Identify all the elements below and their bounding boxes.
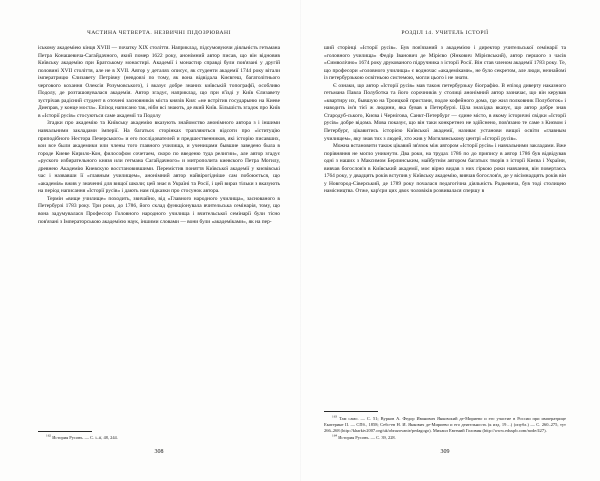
folio-right: 309 xyxy=(440,449,450,455)
body-text-right xyxy=(324,45,566,408)
footnote-text: История Русовъ. — С. і–ії, 48, 244. xyxy=(52,435,118,441)
footnote-text: История Русовъ. — С. 39, 228. xyxy=(338,435,396,441)
paragraph: іському академіею кінця XVIII — початку XIX століття. Наприклад, підсумовуючи діяльність гетьмана Петра Конашевича-Сагайдачного, який помер 1622 року, анонімний автор писав, що він відновив Київську академію при Братському монастирі. Академії і монастир справді були пов'язані у другій половині XVII століття, але не в XVII. Автор у деталях описує, як студенти академії 1744 року вітали імператрицю Єлизавету Петрівну (невдовзі по тому, як вона відвідала Києвгеш, багатолітнього чергового кохання Олексія Розумовського), і вказує добре знаних київській топографії, особливо Подолу, де розташовувалася академія. Автор згадує, наприклад, що при в'їзді у Київ Єлизавету зустрічав радісний студент в оточені засновників міста князів Кия: «не встрітив государыню на Киеве Диеправ, у конце моста». Епізод написано так, ніби всі знають, де який Київ. Більшість згадок про Київ в «Історії русів» стосуються саме академії та Подолу xyxy=(38,45,280,119)
page-right xyxy=(300,0,600,481)
footnote-marker: 164 xyxy=(332,433,338,438)
footnote-separator xyxy=(324,411,378,412)
footnote xyxy=(324,416,566,434)
footnote xyxy=(38,435,280,441)
running-head-right: РОЗДІЛ 14. УЧИТЕЛЬ ІСТОРІЇ xyxy=(401,30,489,36)
footnote xyxy=(324,435,566,441)
paragraph: ший сторінці «Історії русів». Був пов'язаний з академією і директор учительської семінарії та «головного училища» Федір Іванович де Мірієво (Янкович Мірієвський), автор першого з часів «Символічно» 1674 року друкованого підручника з історії Росії. Він став членом академії 1783 року. Те, що професори «головного училища» є водночас «академіками», не було секретом, але люди, незнайомі із петербурзькою освітньою системою, могли цього і не знати. xyxy=(324,45,566,82)
footnote-zone-left xyxy=(38,428,280,443)
folio-left: 308 xyxy=(154,449,164,455)
paragraph: Можна встановити також цікавий зв'язок між автором «Історії русів» і навчальними закладами. Вже порівняння не могло уникнути. Два роки, на трудах 1786 по до припису в автор 1786 був відвідував одні з наших з Максимом Берлинським, майбутнім автором багатьох творів з історії Києва і України, вивчав богослов'я в Київський академії, моє вірно видав з них гіркою роки навчання, він повертаєсь 1764 року, у двадцять років вступив у Київську академію, вивчав богослов'я, де у вісімнадцять років він у Новгород-Сіверський, де 1789 року почалася педагогічна діяльність Радкевича, був тоді столицею намісництва. Отже, кар'єри цих двох чоловіків розвивалася спершу в xyxy=(324,143,566,195)
footnote-separator xyxy=(38,431,92,432)
footnote-zone-right xyxy=(324,408,566,443)
paragraph: Згадки про академію та Київську академію вказують знайомство анонімного автора з і іншими навчальними закладами імперії. На багатьох сторінках трапляються відсоти про «іституцію приподібного Нестора Печерського» и его послідователей и предшественников, які історію писавших, кои все были академики или члены того главного училища, и ученицами бывшие заведено была в городе Киеве Кирило-Кон, философом сочетаем, скоро по введеню туда религии», але автор згадує «руского избирательного князя или гетмана Сагайдачного» и митрополита киевского Петра Могилу, древнею Академію Киевскую восстановившими. Перемістив поняття Київської академії у києвівські час і назвавши її «главным училищем», анонімний автор найвірогідніше сам побоюється, що «академія» вжив у значенні для вищої школи; цей знає в Україні та Росії, і цей вираз тільки з вказують на період написання «Історії русів» і дають нам підказки про стосунок автора. xyxy=(38,120,280,195)
body-text-left xyxy=(38,45,280,428)
paragraph: Є ознаки, що автор «Історії русів» мав також петербурзьку біографію. В епізод диверту наказного гетьмана Павла Полуботка та його сорочників у столиці анонімний автор зазначає, що він керував «квартиру их, бывшую на Троицкой пристани, подле кофейного дома, где жил полковник Полуботок» і наводить ім'я тієї ж людини, яка бував в Петербурзі. Ціла знахідка вказує, що автор добре знав Стародуб-ського, Києва і Чернігова, Санкт-Петербург — єдине місто, в якому історичні свідки «Історії русів» добре відома. Мова показує, що він таки конкретнез не здійснено, пов'язано те саме з Києвом і Петербург, цікавитись історією Київської академії, називає установи вищої освіти «главным училищем», яку знав тих з людей, хто жив у Могилянському центрі «Історії русів». xyxy=(324,82,566,142)
running-head-left: ЧАСТИНА ЧЕТВЕРТА. НЕЗВИЧНІ ПІДОЗРЮВАНІ xyxy=(87,30,231,36)
footnote-marker: 162 xyxy=(46,433,52,438)
footnote-marker: 163 xyxy=(332,414,338,419)
paragraph: Термін «вище училище» походить, звичайно, від «Главного народного училища», заснованого в Петербурзі 1783 року. Три роки, до 1786, його склад функціонувала вчительська семінарія, тому, що вона задумувалася Профессор Головного народного училища і вчительської семінарії були тісно пов'язані з Імператорською академією наук, іншими словами — вони були «академіками», як на пер- xyxy=(38,195,280,225)
footnote-text: Там само. — С. 51; Вурков А. Федор Иванович Янковский де-Мириево и его участие в России при императрице Екатерине II. — СПб., 1858; Себо-ев Н. И. Янкович де-Мириево и его деятельность (к изд. 19…) (опубл.) — С. 260–275, тут 266–268 (http://kharkiv2007.org/uk/obrazovanie/pedagogo). Михаил Евгений Головин (http://www.eduspb.com/node/427). xyxy=(324,415,567,433)
